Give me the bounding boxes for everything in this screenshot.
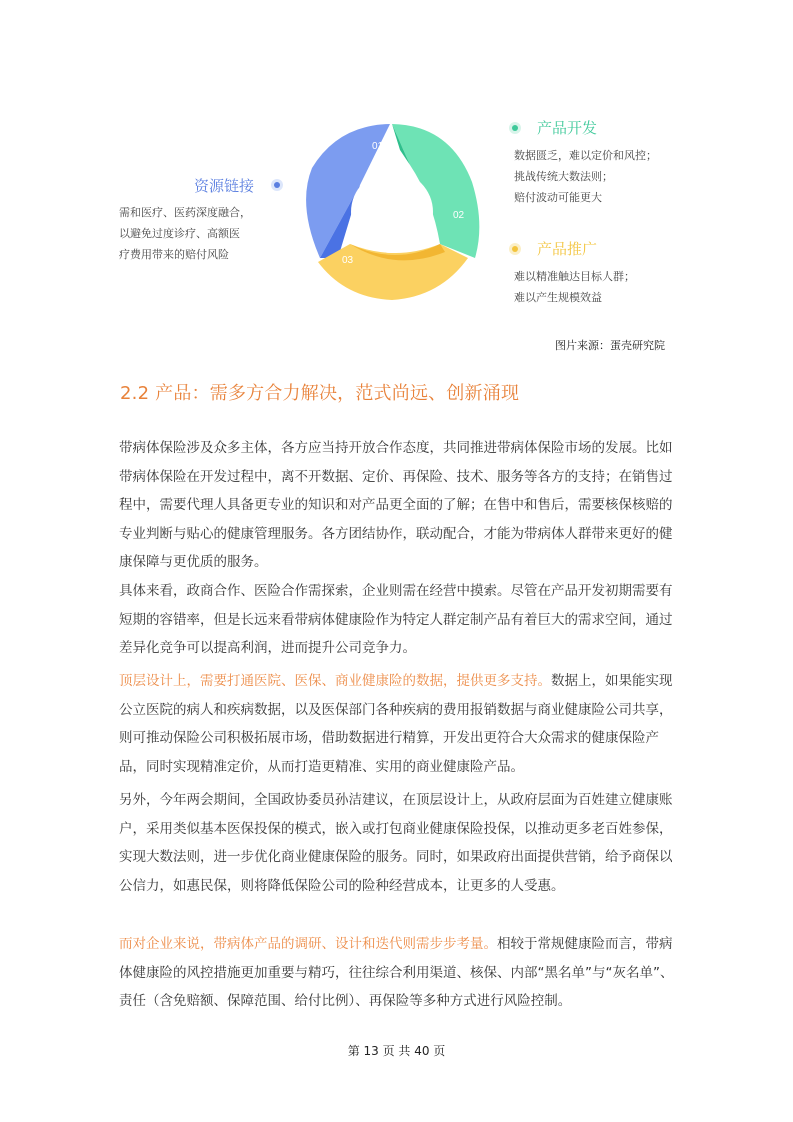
resource-line: 以避免过度诊疗、高额医 [119,227,240,240]
promo-dot-icon [509,243,521,255]
paragraph [119,667,674,781]
paragraph [119,434,674,577]
paragraph-highlight: 而对企业来说，带病体产品的调研、设计和迭代则需步步考量。 [119,936,497,952]
paragraph [119,930,674,1016]
paragraph-text: 另外，今年两会期间，全国政协委员孙洁建议，在顶层设计上，从政府层面为百姓建立健康账户，采用类似基本医保投保的模式，嵌入或打包商业健康保险投保，以推动更多老百姓参保，实现大数法则，进一步优化商业健康保险的服务。同时，如果政府出面提供营销，给予商保以公信力，如惠民保，则将降低保险公司的险种经营成本，让更多的人受惠。 [119,792,673,894]
dev-line: 赔付波动可能更大 [514,191,602,204]
resource-label-title: 资源链接 [194,177,255,195]
promo-description [514,266,635,308]
paragraph-text: 带病体保险涉及众多主体，各方应当持开放合作态度，共同推进带病体保险市场的发展。比如带病体保险在开发过程中，离不开数据、定价、再保险、技术、服务等各方的支持；在销售过程中，需要代理人具备更专业的知识和对产品更全面的了解；在售中和售后，需要核保核赔的专业判断与贴心的健康管理服务。各方团结协作，联动配合，才能为带病体人群带来更好的健康保障与更优质的服务。 [119,440,673,570]
section-heading: 2.2 产品：需多方合力解决，范式尚远、创新涌现 [120,383,520,404]
paragraph [119,577,674,663]
dev-dot-icon [509,122,521,134]
paragraph-text: 数据上，如果能实现公立医院的病人和疾病数据，以及医保部门各种疾病的费用报销数据与商业健康险公司共享，则可推动保险公司积极拓展市场，借助数据进行精算，开发出更符合大众需求的健康保险产品，同时实现精准定价，从而打造更精准、实用的商业健康险产品。 [119,673,673,775]
cycle-diagram [0,0,793,330]
paragraph-highlight: 顶层设计上，需要打通医院、医保、商业健康险的数据，提供更多支持。 [119,673,551,689]
paragraph-text: 具体来看，政商合作、医险合作需探索，企业则需在经营中摸索。尽管在产品开发初期需要有短期的容错率，但是长远来看带病体健康险作为特定人群定制产品有着巨大的需求空间，通过差异化竞争可以提高利润，进而提升公司竞争力。 [119,583,673,656]
resource-line: 需和医疗、医药深度融合， [119,206,251,219]
resource-description [119,202,251,265]
segment-01-number: 01 [372,141,384,152]
page-footer: 第 13 页 共 40 页 [347,1044,446,1058]
paragraph-text: 相较于常规健康险而言，带病体健康险的风控措施更加重要与精巧，往往综合利用渠道、核保、内部“黑名单”与“灰名单”、责任（含免赔额、保障范围、给付比例）、再保险等多种方式进行风险控制。 [119,936,674,1009]
resource-line: 疗费用带来的赔付风险 [119,248,229,261]
segment-03-number: 03 [342,255,354,266]
promo-line: 难以精准触达目标人群； [514,270,635,283]
promo-line: 难以产生规模效益 [514,291,602,304]
paragraph [119,786,674,900]
dev-description [514,145,657,208]
segment-02-number: 02 [453,210,465,221]
resource-dot-icon [271,179,283,191]
dev-label-title: 产品开发 [537,119,598,137]
image-source-caption: 图片来源：蛋壳研究院 [555,339,665,352]
dev-line: 挑战传统大数法则； [514,170,613,183]
promo-label-title: 产品推广 [537,240,598,258]
dev-line: 数据匮乏，难以定价和风控； [514,149,657,162]
